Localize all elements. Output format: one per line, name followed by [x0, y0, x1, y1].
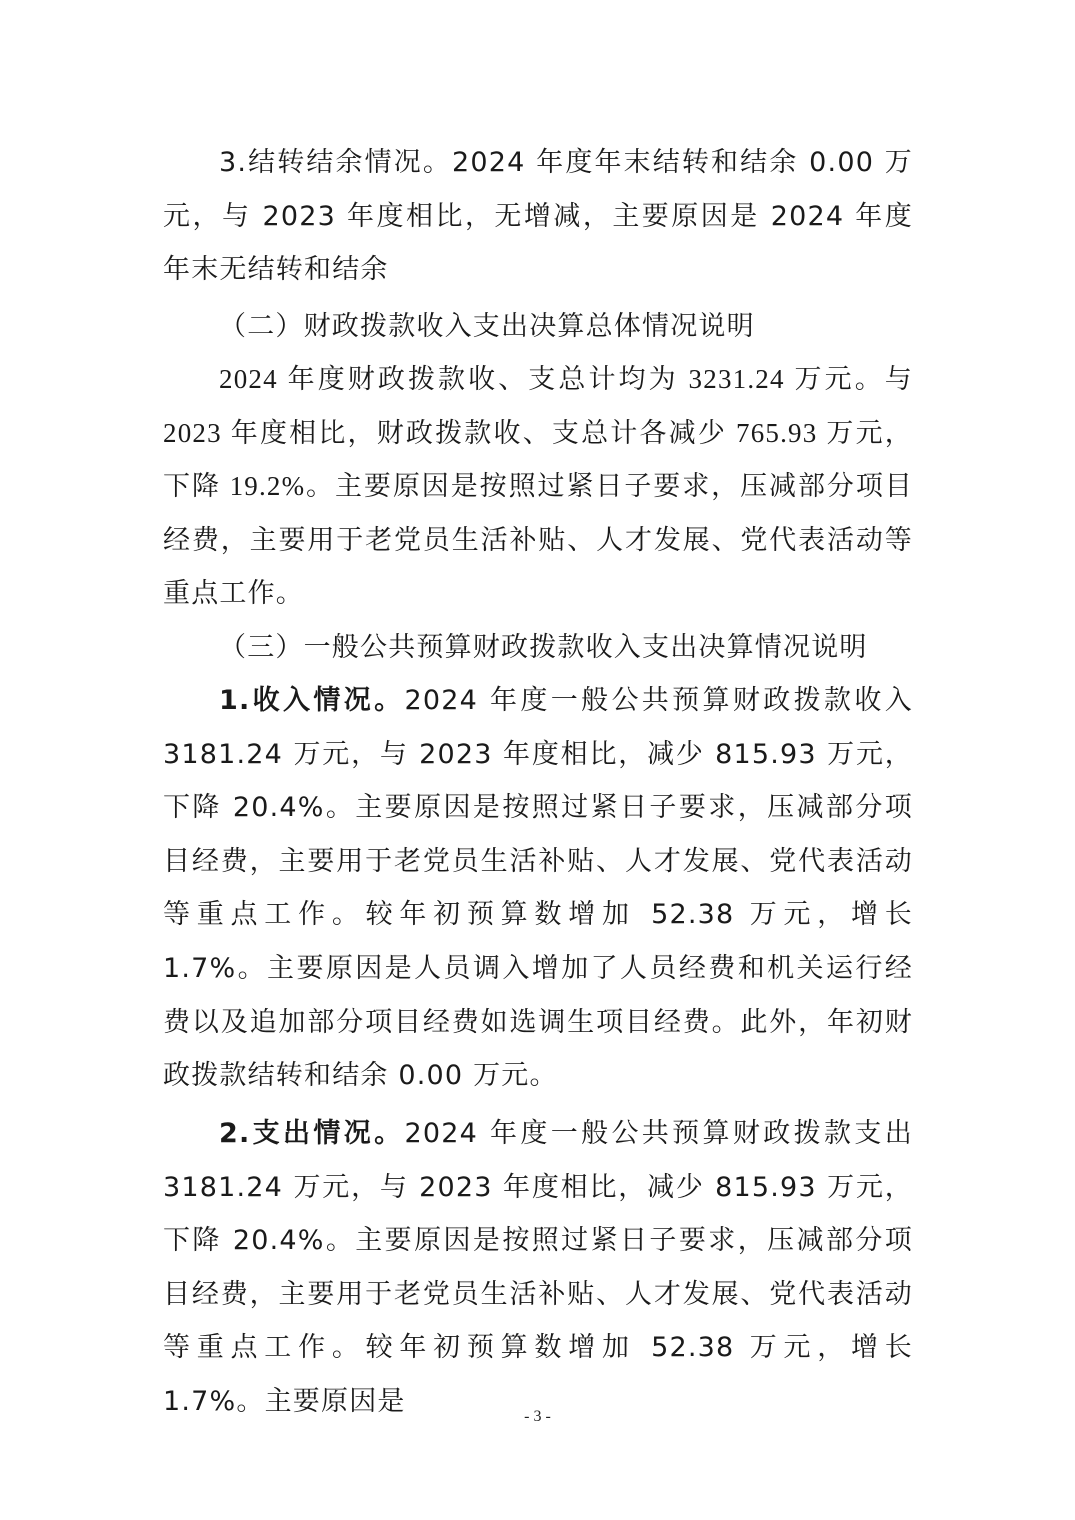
paragraph-text: 2024 年度一般公共预算财政拨款收入 3181.24 万元，与 2023 年度相比，减少 815.93 万元，下降 20.4%。主要原因是按照过紧日子要求，压减部分项目经费，主要用于老党员生活补贴、人才发展、党代表活动等重点工作。较年初预算数增加 52.38 万元，增长 1.7%。主要原因是人员调入增加了人员经费和机关运行经费以及追加部分项目经费如选调生项目经费。此外，年初财政拨款结转和结余 0.00 万元。	[163, 685, 913, 1092]
paragraph-fiscal-overall	[163, 353, 913, 621]
heading-text: （三）一般公共预算财政拨款收入支出决算情况说明	[219, 632, 868, 663]
section-heading-2	[163, 300, 913, 354]
paragraph-body	[163, 1107, 913, 1429]
paragraph-body	[163, 674, 913, 1103]
paragraph-text: 2024 年度一般公共预算财政拨款支出 3181.24 万元，与 2023 年度相比，减少 815.93 万元，下降 20.4%。主要原因是按照过紧日子要求，压减部分项目经费，主要用于老党员生活补贴、人才发展、党代表活动等重点工作。较年初预算数增加 52.38 万元，增长 1.7%。主要原因是	[163, 1118, 913, 1417]
paragraph-lead: 1.收入情况。	[219, 685, 405, 716]
paragraph-income	[163, 674, 913, 1103]
paragraph-carryover-balance	[163, 136, 913, 297]
section-heading-3	[163, 621, 913, 675]
page-number: - 3 -	[524, 1408, 551, 1425]
paragraph-text: 3.结转结余情况。2024 年度年末结转和结余 0.00 万元，与 2023 年度相比，无增减，主要原因是 2024 年度年末无结转和结余	[163, 147, 913, 286]
paragraph-expenditure	[163, 1107, 913, 1429]
heading-text: （二）财政拨款收入支出决算总体情况说明	[219, 311, 755, 342]
paragraph-lead: 2.支出情况。	[219, 1118, 405, 1149]
paragraph-text: 2024 年度财政拨款收、支总计均为 3231.24 万元。与 2023 年度相比，财政拨款收、支总计各减少 765.93 万元，下降 19.2%。主要原因是按照过紧日子要求，压减部分项目经费，主要用于老党员生活补贴、人才发展、党代表活动等重点工作。	[163, 364, 913, 609]
